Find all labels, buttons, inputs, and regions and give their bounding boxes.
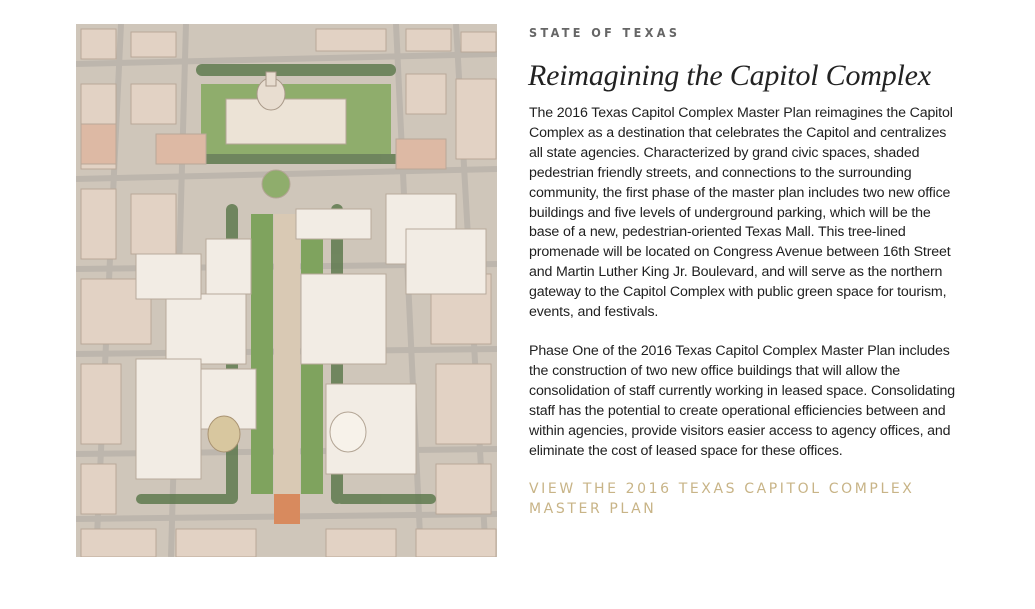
eyebrow-label: STATE OF TEXAS [529, 25, 681, 40]
intro-paragraph: The 2016 Texas Capitol Complex Master Plan reimagines the Capitol Complex as a destination that celebrates the Capitol and centralizes all state agencies. Characterized by grand civic spaces, shaded pedestrian friendly streets, and connections to the surrounding community, the first phase of the master plan includes two new office buildings and five levels of underground parking, which will be the base of a new, pedestrian-oriented Texas Mall. This tree-lined promenade will be located on Congress Avenue between 16th Street and Martin Luther King Jr. Boulevard, and will serve as the northern gateway to the Capitol Complex with public green space for tourism, events, and festivals. [529, 105, 953, 321]
section-title: Reimagining the Capitol Complex [528, 59, 931, 92]
capitol-complex-aerial-image [76, 24, 497, 557]
aerial-rendering-of-capitol-complex [76, 24, 497, 557]
text-column [529, 24, 959, 519]
phase-one-paragraph: Phase One of the 2016 Texas Capitol Complex Master Plan includes the construction of two new office buildings that will allow the consolidation of staff currently working in leased space. Consolidating staff has the potential to create operational efficiencies between and within agencies, provide visitors easier access to agency offices, and eliminate the cost of leased space for these offices. [529, 342, 955, 459]
view-master-plan-link[interactable]: VIEW THE 2016 TEXAS CAPITOL COMPLEX MASTER PLAN [529, 481, 915, 517]
